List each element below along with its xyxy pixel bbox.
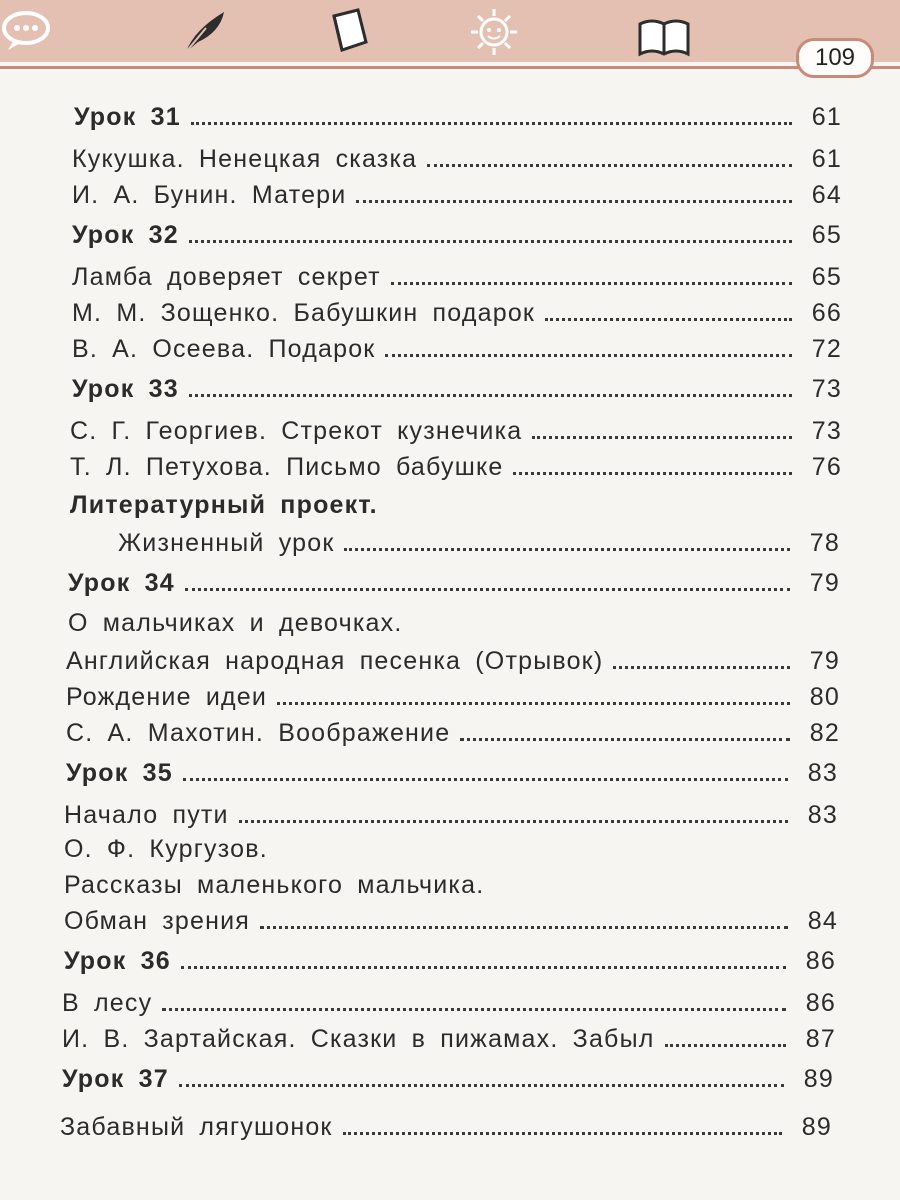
toc-entry-title: Урок 32 [72,221,179,249]
toc-entry-title: Рассказы маленького мальчика. [64,871,485,899]
toc-entry-page: 76 [811,453,842,481]
dot-leader [532,436,792,439]
dot-leader [343,1132,782,1135]
dot-leader [513,472,792,475]
toc-entry-title: Урок 34 [68,569,175,597]
toc-entry-page: 66 [811,299,842,327]
toc-entry-title: И. А. Бунин. Матери [72,181,347,209]
toc-entry [72,174,842,210]
toc-entry-title: Т. Л. Петухова. Письмо бабушке [70,453,504,481]
toc-entry-title: Кукушка. Ненецкая сказка [72,145,418,173]
dot-leader [162,1008,786,1011]
toc-lesson-heading [68,562,840,598]
toc-entry-page: 61 [811,145,842,173]
toc-project-heading: Литературный проект. [70,491,378,519]
toc-entry-title: С. А. Махотин. Воображение [66,719,451,747]
toc-entry-page: 61 [811,103,842,131]
toc-entry-page: 83 [807,801,838,829]
toc-lesson-heading [64,940,836,976]
dot-leader [183,778,788,781]
toc-entry-page: 83 [807,759,838,787]
toc-entry-title: Английская народная песенка (Отрывок) [66,647,604,675]
toc-entry-page: 79 [809,569,840,597]
toc-entry-page: 86 [805,947,836,975]
toc-entry-page: 82 [809,719,840,747]
toc-entry [60,1106,832,1142]
toc-lesson-heading [72,214,842,250]
dot-leader [189,240,792,243]
toc-entry-title: Урок 31 [74,103,181,131]
toc-entry-page: 89 [803,1065,834,1093]
toc-entry-title: Обман зрения [64,907,251,935]
toc-entry [72,292,842,328]
toc-entry-title: Ламба доверяет секрет [72,263,381,291]
toc-entry-title: С. Г. Георгиев. Стрекот кузнечика [70,417,523,445]
toc-entry [72,256,842,292]
toc-entry-page: 79 [809,647,840,675]
dot-leader [191,122,792,125]
dot-leader [239,820,788,823]
dot-leader [260,926,788,929]
toc-entry-page: 86 [805,989,836,1017]
toc-lesson-heading [74,96,842,132]
toc-entry-page: 87 [805,1025,836,1053]
toc-entry-title: И. В. Зартайская. Сказки в пижамах. Забыл [62,1025,655,1053]
page-number: 109 [796,38,874,78]
toc-entry [72,328,842,364]
dot-leader [344,548,790,551]
dot-leader [665,1044,786,1047]
dot-leader [613,666,790,669]
toc-entry-title: Рождение идеи [66,683,268,711]
toc-entry [66,640,840,676]
dot-leader [185,588,790,591]
toc-entry [62,1018,836,1054]
toc-entry-title: О. Ф. Кургузов. [64,835,268,863]
toc-entry-page: 89 [801,1113,832,1141]
toc-entry-page: 73 [811,417,842,445]
dot-leader [356,200,792,203]
dot-leader [385,354,792,357]
dot-leader [189,394,792,397]
dot-leader [179,1084,784,1087]
toc-entry [72,138,842,174]
toc-entry [70,410,842,446]
toc-entry [66,712,840,748]
toc-entry [62,982,836,1018]
toc-entry-page: 80 [809,683,840,711]
toc-lesson-heading [62,1058,834,1094]
toc-entry-page: 65 [811,263,842,291]
toc-entry-title: Урок 37 [62,1065,169,1093]
toc-entry [66,676,840,712]
toc-entry [70,446,842,482]
toc-entry-page: 84 [807,907,838,935]
dot-leader [427,164,792,167]
dot-leader [181,966,786,969]
dot-leader [460,738,790,741]
toc-entry-page: 72 [811,335,842,363]
toc-entry-title: Жизненный урок [118,529,335,557]
toc-entry-title: Начало пути [64,801,229,829]
toc-entry [64,900,838,936]
toc-entry-title: Урок 35 [66,759,173,787]
toc-entry-title: В лесу [62,989,153,1017]
toc-entry-page: 65 [811,221,842,249]
toc-entry-page: 78 [809,529,840,557]
toc-entry-page: 73 [811,375,842,403]
toc-entry-title: Урок 33 [72,375,179,403]
toc-entry-title: Забавный лягушонок [60,1113,333,1141]
dot-leader [391,282,792,285]
toc-entry [64,794,838,830]
toc-entry-title: М. М. Зощенко. Бабушкин подарок [72,299,536,327]
toc-entry-page: 64 [811,181,842,209]
dot-leader [545,318,792,321]
toc-lesson-heading [72,368,842,404]
toc-entry-title: О мальчиках и девочках. [68,609,403,637]
toc-entry-title: Урок 36 [64,947,171,975]
toc-entry-title: В. А. Осеева. Подарок [72,335,376,363]
dot-leader [277,702,790,705]
toc-lesson-heading [66,752,838,788]
toc-entry [118,522,840,558]
